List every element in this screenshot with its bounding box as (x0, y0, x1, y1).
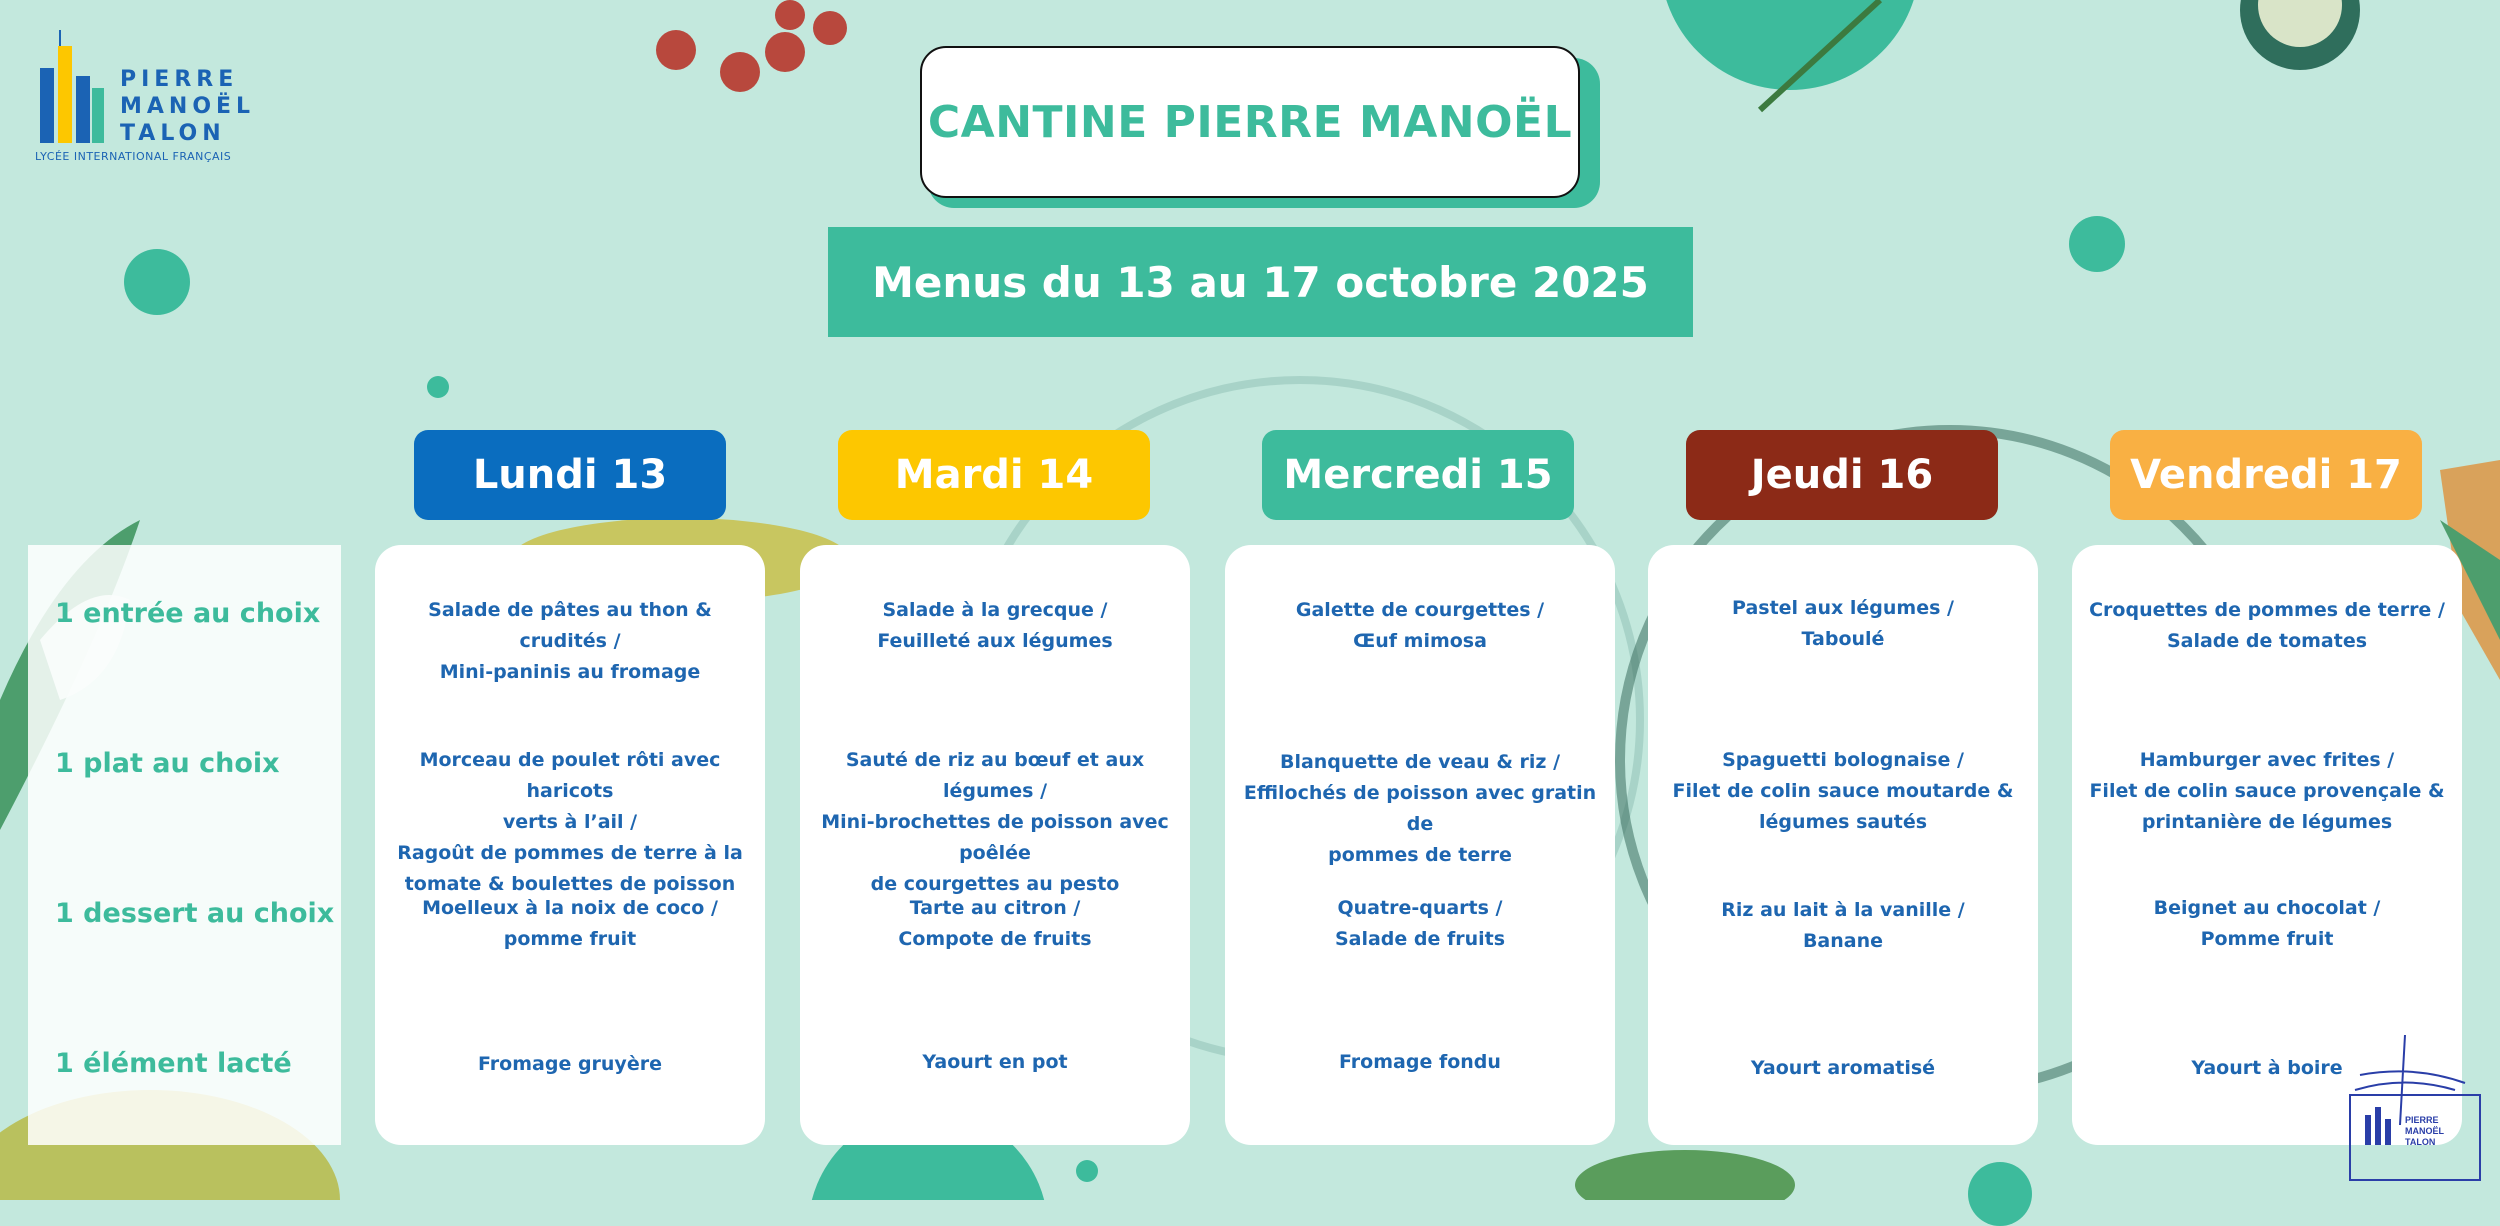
day-header-mercredi: Mercredi 15 (1262, 430, 1574, 520)
menu-plat: Spaguetti bolognaise / Filet de colin sauce moutarde & légumes sautés (1672, 749, 2014, 833)
menu-column-jeudi (1648, 545, 2038, 1145)
week-title: Menus du 13 au 17 octobre 2025 (872, 257, 1649, 307)
menu-dessert: Beignet au chocolat / Pomme fruit (2153, 897, 2381, 950)
row-label-plat: 1 plat au choix (55, 748, 280, 779)
menu-entree: Salade de pâtes au thon & crudités / Mini-paninis au fromage (428, 599, 712, 683)
row-label-lacte: 1 élément lacté (55, 1048, 292, 1079)
row-label-dessert: 1 dessert au choix (55, 898, 335, 929)
menu-column-mardi (800, 545, 1190, 1145)
svg-text:PIERRE: PIERRE (2405, 1115, 2439, 1125)
day-header-lundi: Lundi 13 (414, 430, 726, 520)
school-stamp-icon (2345, 1035, 2485, 1185)
menu-dessert: Tarte au citron / Compote de fruits (898, 897, 1092, 950)
menu-lacte: Yaourt aromatisé (1750, 1057, 1936, 1079)
menu-lacte: Fromage gruyère (478, 1053, 662, 1075)
menu-lacte: Yaourt à boire (2191, 1057, 2343, 1079)
menu-entree: Croquettes de pommes de terre / Salade de tomates (2089, 599, 2445, 652)
menu-dessert: Riz au lait à la vanille / Banane (1721, 899, 1965, 952)
row-label-entree: 1 entrée au choix (55, 598, 321, 629)
deco-circle (1076, 1160, 1098, 1182)
school-logo (30, 28, 260, 168)
menu-lacte: Fromage fondu (1339, 1051, 1501, 1073)
menu-lacte: Yaourt en pot (922, 1051, 1068, 1073)
menu-plat: Sauté de riz au bœuf et aux légumes / Mini-brochettes de poisson avec poêlée de courgettes au pesto (821, 749, 1169, 895)
title-box (920, 46, 1580, 198)
deco-circle (1968, 1162, 2032, 1226)
menu-entree: Galette de courgettes / Œuf mimosa (1295, 599, 1545, 652)
menu-dessert: Quatre-quarts / Salade de fruits (1334, 897, 1506, 950)
week-banner (828, 227, 1693, 337)
menu-column-lundi (375, 545, 765, 1145)
deco-circle (427, 376, 449, 398)
logo-bars-icon (30, 28, 110, 148)
deco-circle (124, 249, 190, 315)
menu-dessert: Moelleux à la noix de coco / pomme fruit (422, 897, 718, 950)
day-header-mardi: Mardi 14 (838, 430, 1150, 520)
menu-plat: Hamburger avec frites / Filet de colin sauce provençale & printanière de légumes (2089, 749, 2445, 833)
logo-name: PIERRE MANOËL TALON (120, 67, 256, 146)
menu-plat: Blanquette de veau & riz / Effilochés de poisson avec gratin de pommes de terre (1243, 751, 1597, 866)
svg-text:TALON: TALON (2405, 1137, 2436, 1147)
svg-text:MANOËL: MANOËL (2405, 1126, 2444, 1136)
page-title: CANTINE PIERRE MANOËL (927, 96, 1573, 148)
day-header-jeudi: Jeudi 16 (1686, 430, 1998, 520)
menu-entree: Salade à la grecque / Feuilleté aux légumes (877, 599, 1113, 652)
day-header-vendredi: Vendredi 17 (2110, 430, 2422, 520)
menu-plat: Morceau de poulet rôti avec haricots verts à l’ail / Ragoût de pommes de terre à la tomate & boulettes de poisson (397, 749, 743, 895)
deco-circle (2069, 216, 2125, 272)
logo-subtitle: LYCÉE INTERNATIONAL FRANÇAIS (35, 150, 232, 163)
menu-column-mercredi (1225, 545, 1615, 1145)
menu-entree: Pastel aux légumes / Taboulé (1732, 597, 1954, 650)
